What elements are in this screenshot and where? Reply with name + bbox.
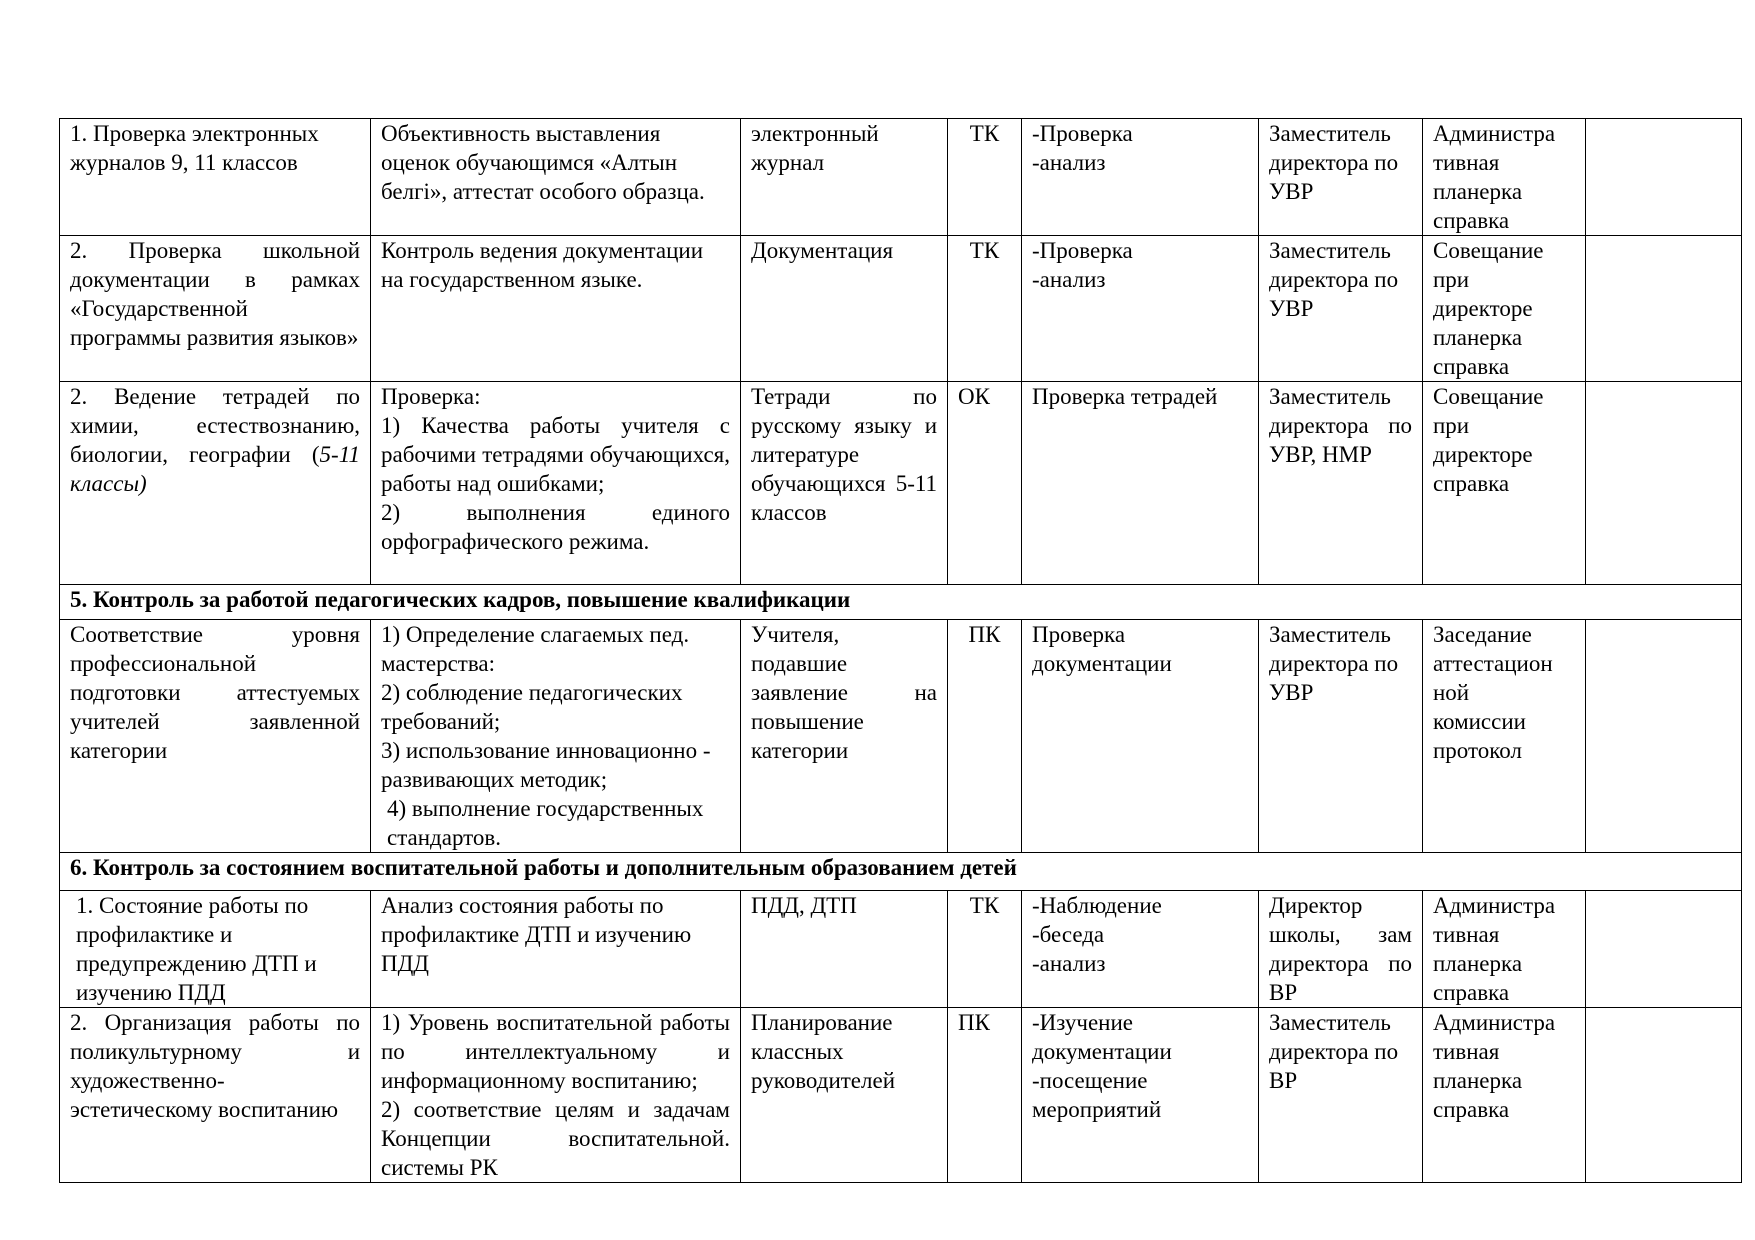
control-object: 2. Проверка школьной документации в рамках «Государственной программы развития языков» xyxy=(60,236,371,382)
section-title-5: 5. Контроль за работой педагогических кадров, повышение квалификации xyxy=(60,585,1742,620)
method-line: -беседа xyxy=(1032,922,1105,947)
result-line: тивная xyxy=(1433,1039,1500,1064)
method-line: мероприятий xyxy=(1032,1097,1162,1122)
control-method: Проверка тетрадей xyxy=(1022,382,1259,585)
method-line: -анализ xyxy=(1032,150,1106,175)
table-row xyxy=(60,891,1742,1008)
notes-cell xyxy=(1586,236,1742,382)
goal-line: 1) Качества работы учителя с рабочими тетрадями обучающихся, работы над ошибками; xyxy=(381,413,730,496)
section-title-6: 6. Контроль за состоянием воспитательной работы и дополнительным образованием детей xyxy=(60,853,1742,891)
table-row xyxy=(60,1008,1742,1183)
control-subject: Учителя, подавшие заявление на повышение категории xyxy=(741,620,948,853)
control-subject: Документация xyxy=(741,236,948,382)
notes-cell xyxy=(1586,119,1742,236)
result-line: при xyxy=(1433,267,1470,292)
result-line: Совещание xyxy=(1433,384,1544,409)
control-responsible: Заместитель директора по УВР xyxy=(1259,236,1423,382)
goal-line: 2) соответствие целям и задачам Концепции воспитательной. системы РК xyxy=(381,1097,730,1180)
goal-line: 1) Уровень воспитательной работы по интеллектуальному и информационному воспитанию; xyxy=(381,1010,730,1093)
control-kind: ОК xyxy=(948,382,1022,585)
control-result xyxy=(1423,620,1586,853)
table-row xyxy=(60,620,1742,853)
result-line: планерка xyxy=(1433,179,1523,204)
control-goal: Анализ состояния работы по профилактике ДТП и изучению ПДД xyxy=(371,891,741,1008)
notes-cell xyxy=(1586,620,1742,853)
object-line: профилактике и xyxy=(76,922,233,947)
object-grades: 5-11 классы) xyxy=(70,442,360,496)
control-kind: ПК xyxy=(948,620,1022,853)
result-line: Совещание xyxy=(1433,238,1544,263)
method-line: -Проверка xyxy=(1032,238,1133,263)
result-line: справка xyxy=(1433,471,1510,496)
result-line: аттестацион xyxy=(1433,651,1553,676)
control-goal xyxy=(371,1008,741,1183)
control-kind: ПК xyxy=(948,1008,1022,1183)
object-text: 2. Ведение тетрадей по химии, естествознанию, биологии, географии ( xyxy=(70,384,360,467)
result-line: директоре xyxy=(1433,296,1533,321)
control-kind: ТК xyxy=(948,891,1022,1008)
goal-line: 2) выполнения единого орфографического режима. xyxy=(381,500,730,554)
section-row xyxy=(60,853,1742,891)
goal-line: 3) использование инновационно - развивающих методик; xyxy=(381,738,711,792)
control-method xyxy=(1022,620,1259,853)
notes-cell xyxy=(1586,891,1742,1008)
control-object: Соответствие уровня профессиональной подготовки аттестуемых учителей заявленной категории xyxy=(60,620,371,853)
result-line: директоре xyxy=(1433,442,1533,467)
method-line: -посещение xyxy=(1032,1068,1148,1093)
object-line: 1. Состояние работы по xyxy=(76,893,309,918)
result-line: справка xyxy=(1433,1097,1510,1122)
table-row xyxy=(60,119,1742,236)
result-line: планерка xyxy=(1433,951,1523,976)
result-line: справка xyxy=(1433,354,1510,379)
control-responsible: Директор школы, зам директора по ВР xyxy=(1259,891,1423,1008)
control-method xyxy=(1022,236,1259,382)
object-line: изучению ПДД xyxy=(76,980,226,1005)
result-line: тивная xyxy=(1433,922,1500,947)
control-goal xyxy=(371,382,741,585)
control-kind: ТК xyxy=(948,119,1022,236)
result-line: планерка xyxy=(1433,325,1523,350)
result-line: Администра xyxy=(1433,121,1556,146)
control-method xyxy=(1022,1008,1259,1183)
result-line: Администра xyxy=(1433,893,1556,918)
control-responsible: Заместитель директора по ВР xyxy=(1259,1008,1423,1183)
control-kind: ТК xyxy=(948,236,1022,382)
result-line: планерка xyxy=(1433,1068,1523,1093)
control-result xyxy=(1423,891,1586,1008)
result-line: Администра xyxy=(1433,1010,1556,1035)
result-line: ной xyxy=(1433,680,1470,705)
control-object xyxy=(60,382,371,585)
control-subject: ПДД, ДТП xyxy=(741,891,948,1008)
method-line: Проверка xyxy=(1032,622,1126,647)
result-line: тивная xyxy=(1433,150,1500,175)
method-line: -анализ xyxy=(1032,951,1106,976)
object-line: предупреждению ДТП и xyxy=(76,951,317,976)
control-goal: Объективность выставления оценок обучающимся «Алтын белгі», аттестат особого образца. xyxy=(371,119,741,236)
result-line: протокол xyxy=(1433,738,1522,763)
control-object xyxy=(60,891,371,1008)
control-subject: Планирование классных руководителей xyxy=(741,1008,948,1183)
method-line: документации xyxy=(1032,651,1172,676)
result-line: при xyxy=(1433,413,1470,438)
result-line: комиссии xyxy=(1433,709,1526,734)
method-line: документации xyxy=(1032,1039,1172,1064)
method-line: -Изучение xyxy=(1032,1010,1133,1035)
notes-cell xyxy=(1586,382,1742,585)
method-line: -Проверка xyxy=(1032,121,1133,146)
section-row xyxy=(60,585,1742,620)
result-line: справка xyxy=(1433,980,1510,1005)
notes-cell xyxy=(1586,1008,1742,1183)
control-result xyxy=(1423,236,1586,382)
method-line: -Наблюдение xyxy=(1032,893,1162,918)
control-result xyxy=(1423,382,1586,585)
table-row xyxy=(60,382,1742,585)
control-goal: Контроль ведения документации на государственном языке. xyxy=(371,236,741,382)
control-object: 2. Организация работы по поликультурному и художественно-эстетическому воспитанию xyxy=(60,1008,371,1183)
control-responsible: Заместитель директора по УВР, НМР xyxy=(1259,382,1423,585)
result-line: справка xyxy=(1433,208,1510,233)
control-goal xyxy=(371,620,741,853)
goal-line: Проверка: xyxy=(381,384,481,409)
control-responsible: Заместитель директора по УВР xyxy=(1259,620,1423,853)
control-subject: электронный журнал xyxy=(741,119,948,236)
control-result xyxy=(1423,119,1586,236)
table-row xyxy=(60,236,1742,382)
goal-line: 4) выполнение государственных стандартов. xyxy=(387,796,704,850)
method-line: -анализ xyxy=(1032,267,1106,292)
control-object: 1. Проверка электронных журналов 9, 11 классов xyxy=(60,119,371,236)
control-method xyxy=(1022,119,1259,236)
control-plan-table xyxy=(59,118,1742,1183)
control-responsible: Заместитель директора по УВР xyxy=(1259,119,1423,236)
result-line: Заседание xyxy=(1433,622,1532,647)
control-result xyxy=(1423,1008,1586,1183)
goal-line: 2) соблюдение педагогических требований; xyxy=(381,680,683,734)
control-method xyxy=(1022,891,1259,1008)
goal-line: 1) Определение слагаемых пед. мастерства: xyxy=(381,622,690,676)
control-subject: Тетради по русскому языку и литературе обучающихся 5-11 классов xyxy=(741,382,948,585)
